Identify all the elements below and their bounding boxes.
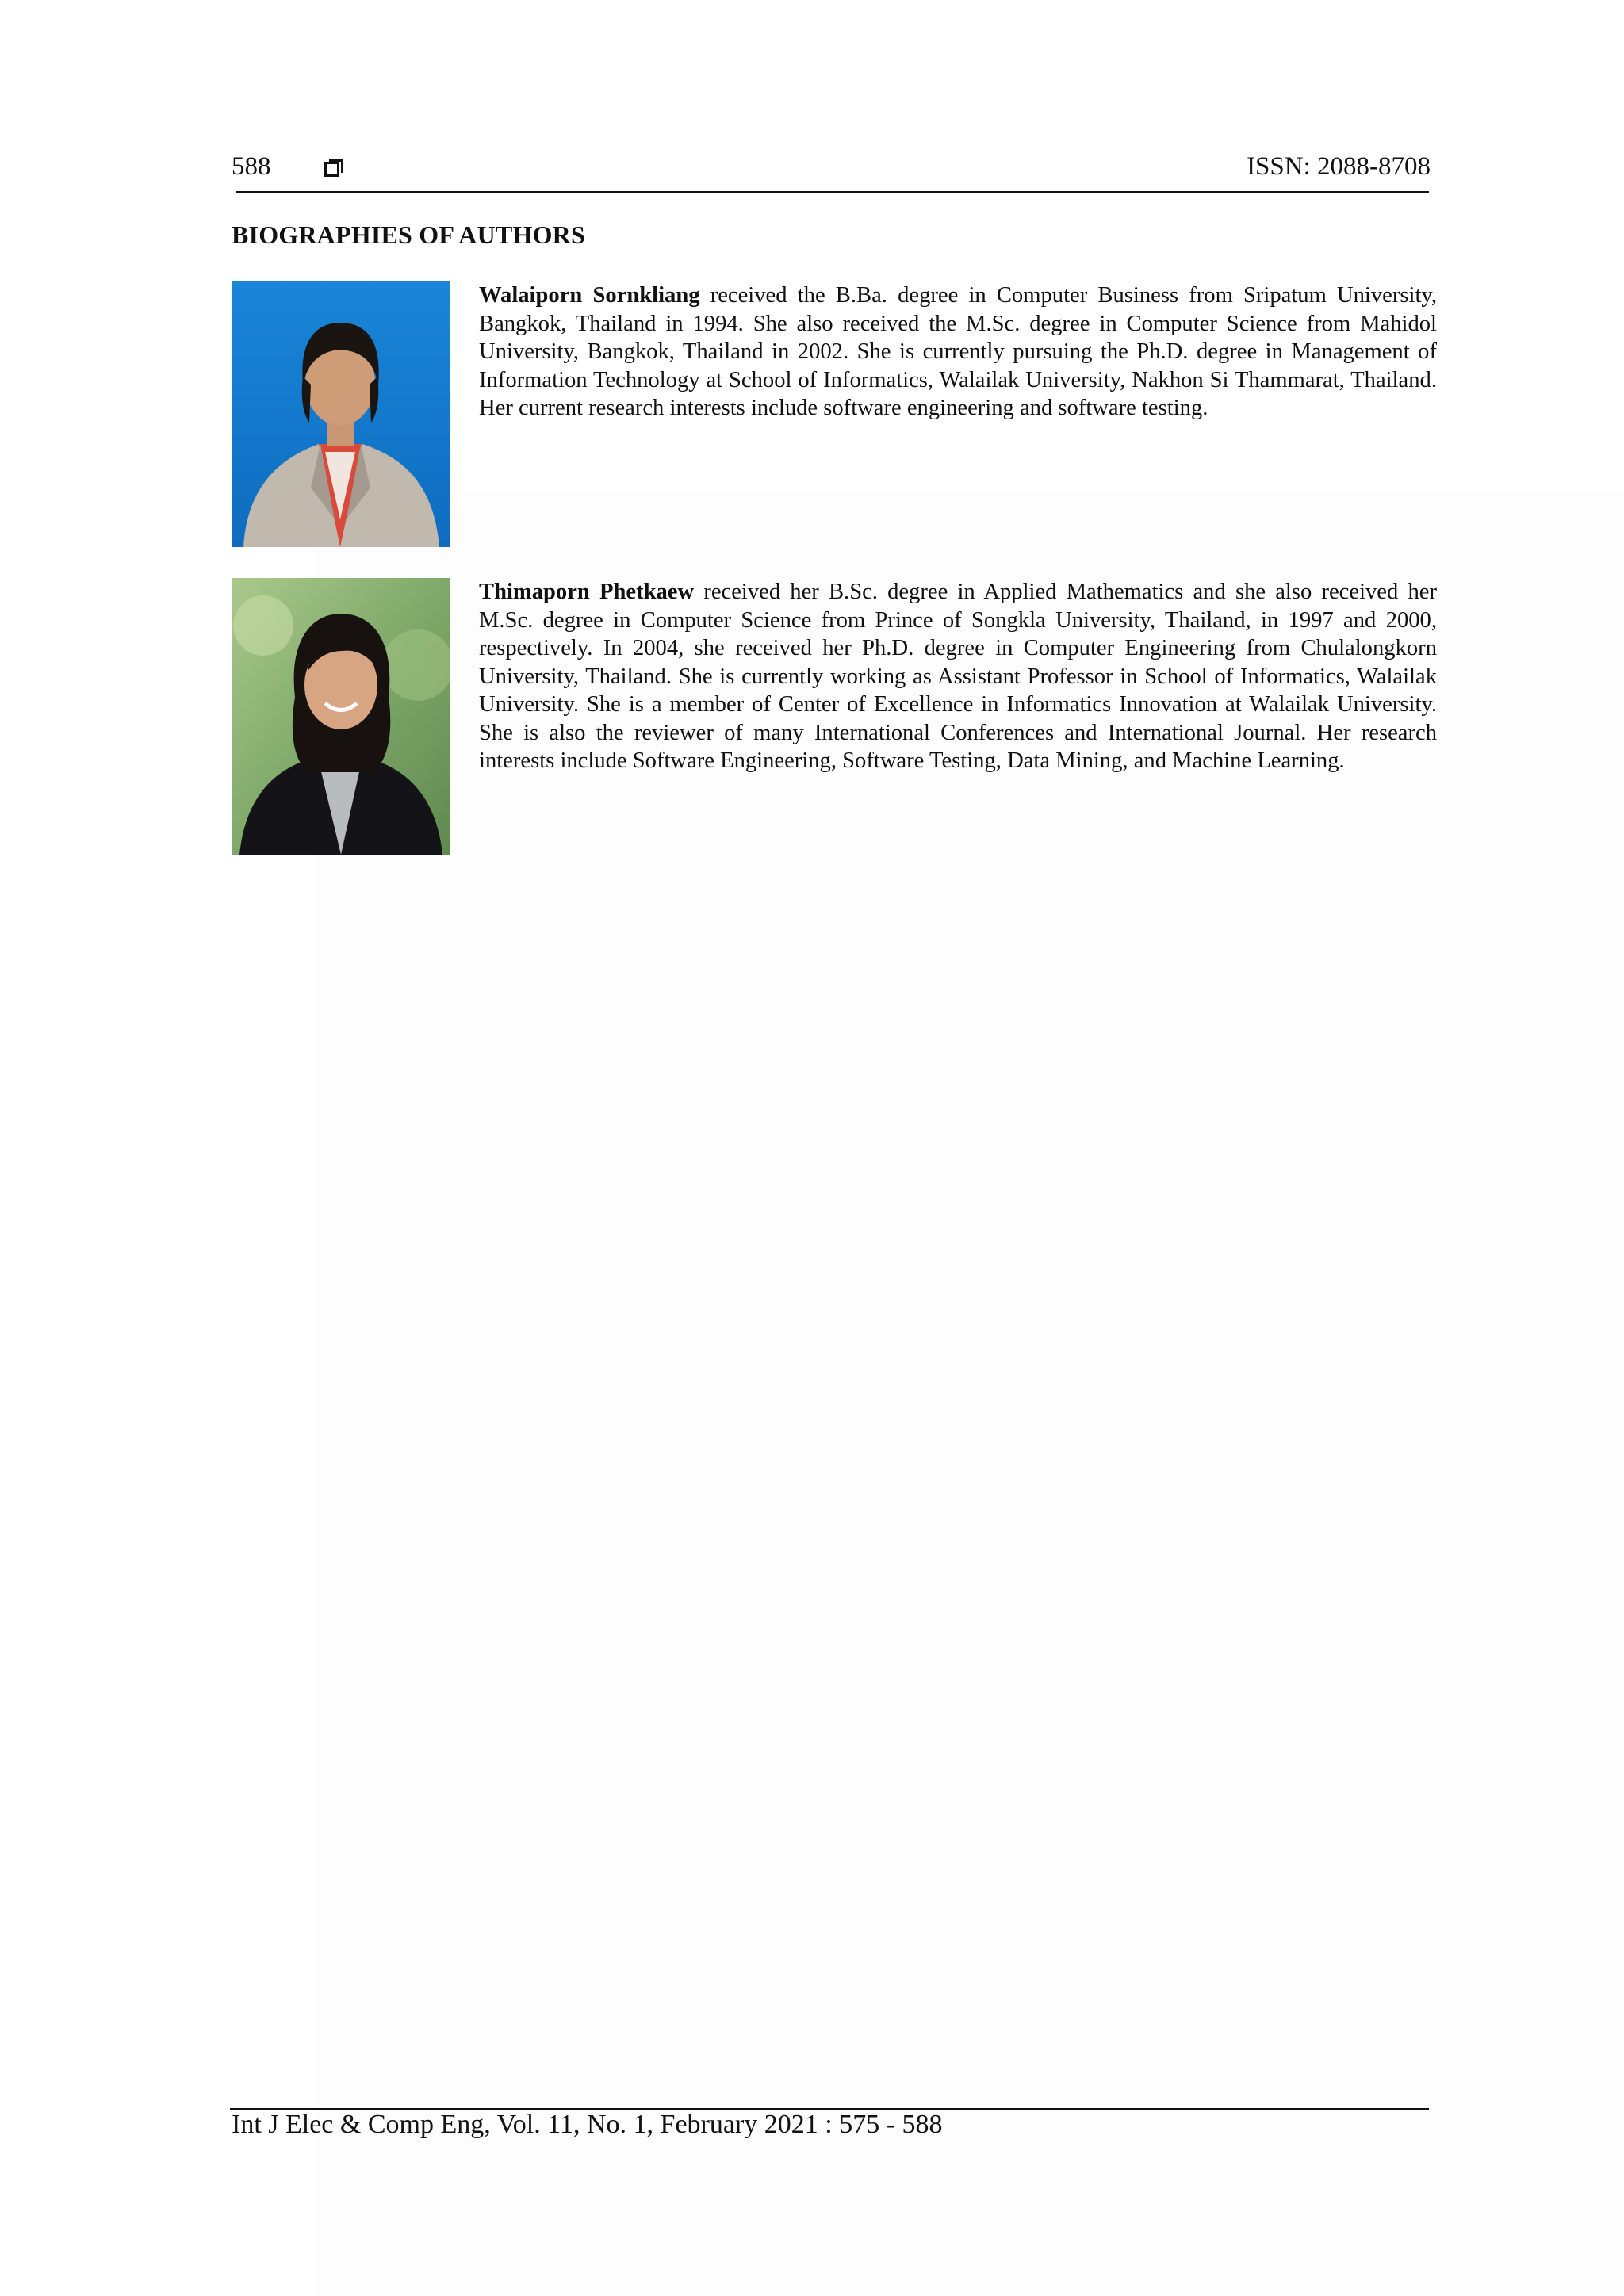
author-bio-body-1: received the B.Ba. degree in Computer Business from Sripatum University, Bangkok, Thailand in 1994. She also received the M.Sc. degree in Computer Science from Mahidol University, Bangkok, Thailand in 2002. She is currently pursuing the Ph.D. degree in Management of Information Technology at School of Informatics, Walailak University, Nakhon Si Thammarat, Thailand. Her current research interests include software engineering and software testing. bbox=[479, 283, 1437, 420]
portrait-blue-background bbox=[232, 281, 450, 547]
author-name-1: Walaiporn Sornkliang bbox=[479, 283, 700, 308]
author-name-2: Thimaporn Phetkaew bbox=[479, 580, 695, 604]
author-photo-1 bbox=[232, 281, 450, 547]
portrait-green-background bbox=[232, 578, 450, 855]
author-bio-text-2 bbox=[479, 578, 1437, 775]
author-bio-text-1 bbox=[479, 281, 1437, 423]
author-bio-body-2: received her B.Sc. degree in Applied Mathematics and she also received her M.Sc. degree in Computer Science from Prince of Songkla University, Thailand, in 1997 and 2000, respectively. In 2004, she received her Ph.D. degree in Computer Engineering from Chulalongkorn University, Thailand. She is currently working as Assistant Professor in School of Informatics, Walailak University. She is a member of Center of Excellence in Informatics Innovation at Walailak University. She is also the reviewer of many International Conferences and International Journal. Her research interests include Software Engineering, Software Testing, Data Mining, and Machine Learning. bbox=[479, 580, 1437, 773]
page-number: 588 bbox=[232, 152, 271, 181]
square-bullet-icon bbox=[324, 159, 343, 177]
section-heading: BIOGRAPHIES OF AUTHORS bbox=[232, 220, 585, 249]
author-photo-2 bbox=[232, 578, 450, 855]
header-divider bbox=[236, 191, 1429, 193]
issn-label: ISSN: 2088-8708 bbox=[1247, 152, 1431, 181]
footer-citation: Int J Elec & Comp Eng, Vol. 11, No. 1, February 2021 : 575 - 588 bbox=[232, 2110, 943, 2139]
page-header bbox=[232, 152, 1431, 193]
